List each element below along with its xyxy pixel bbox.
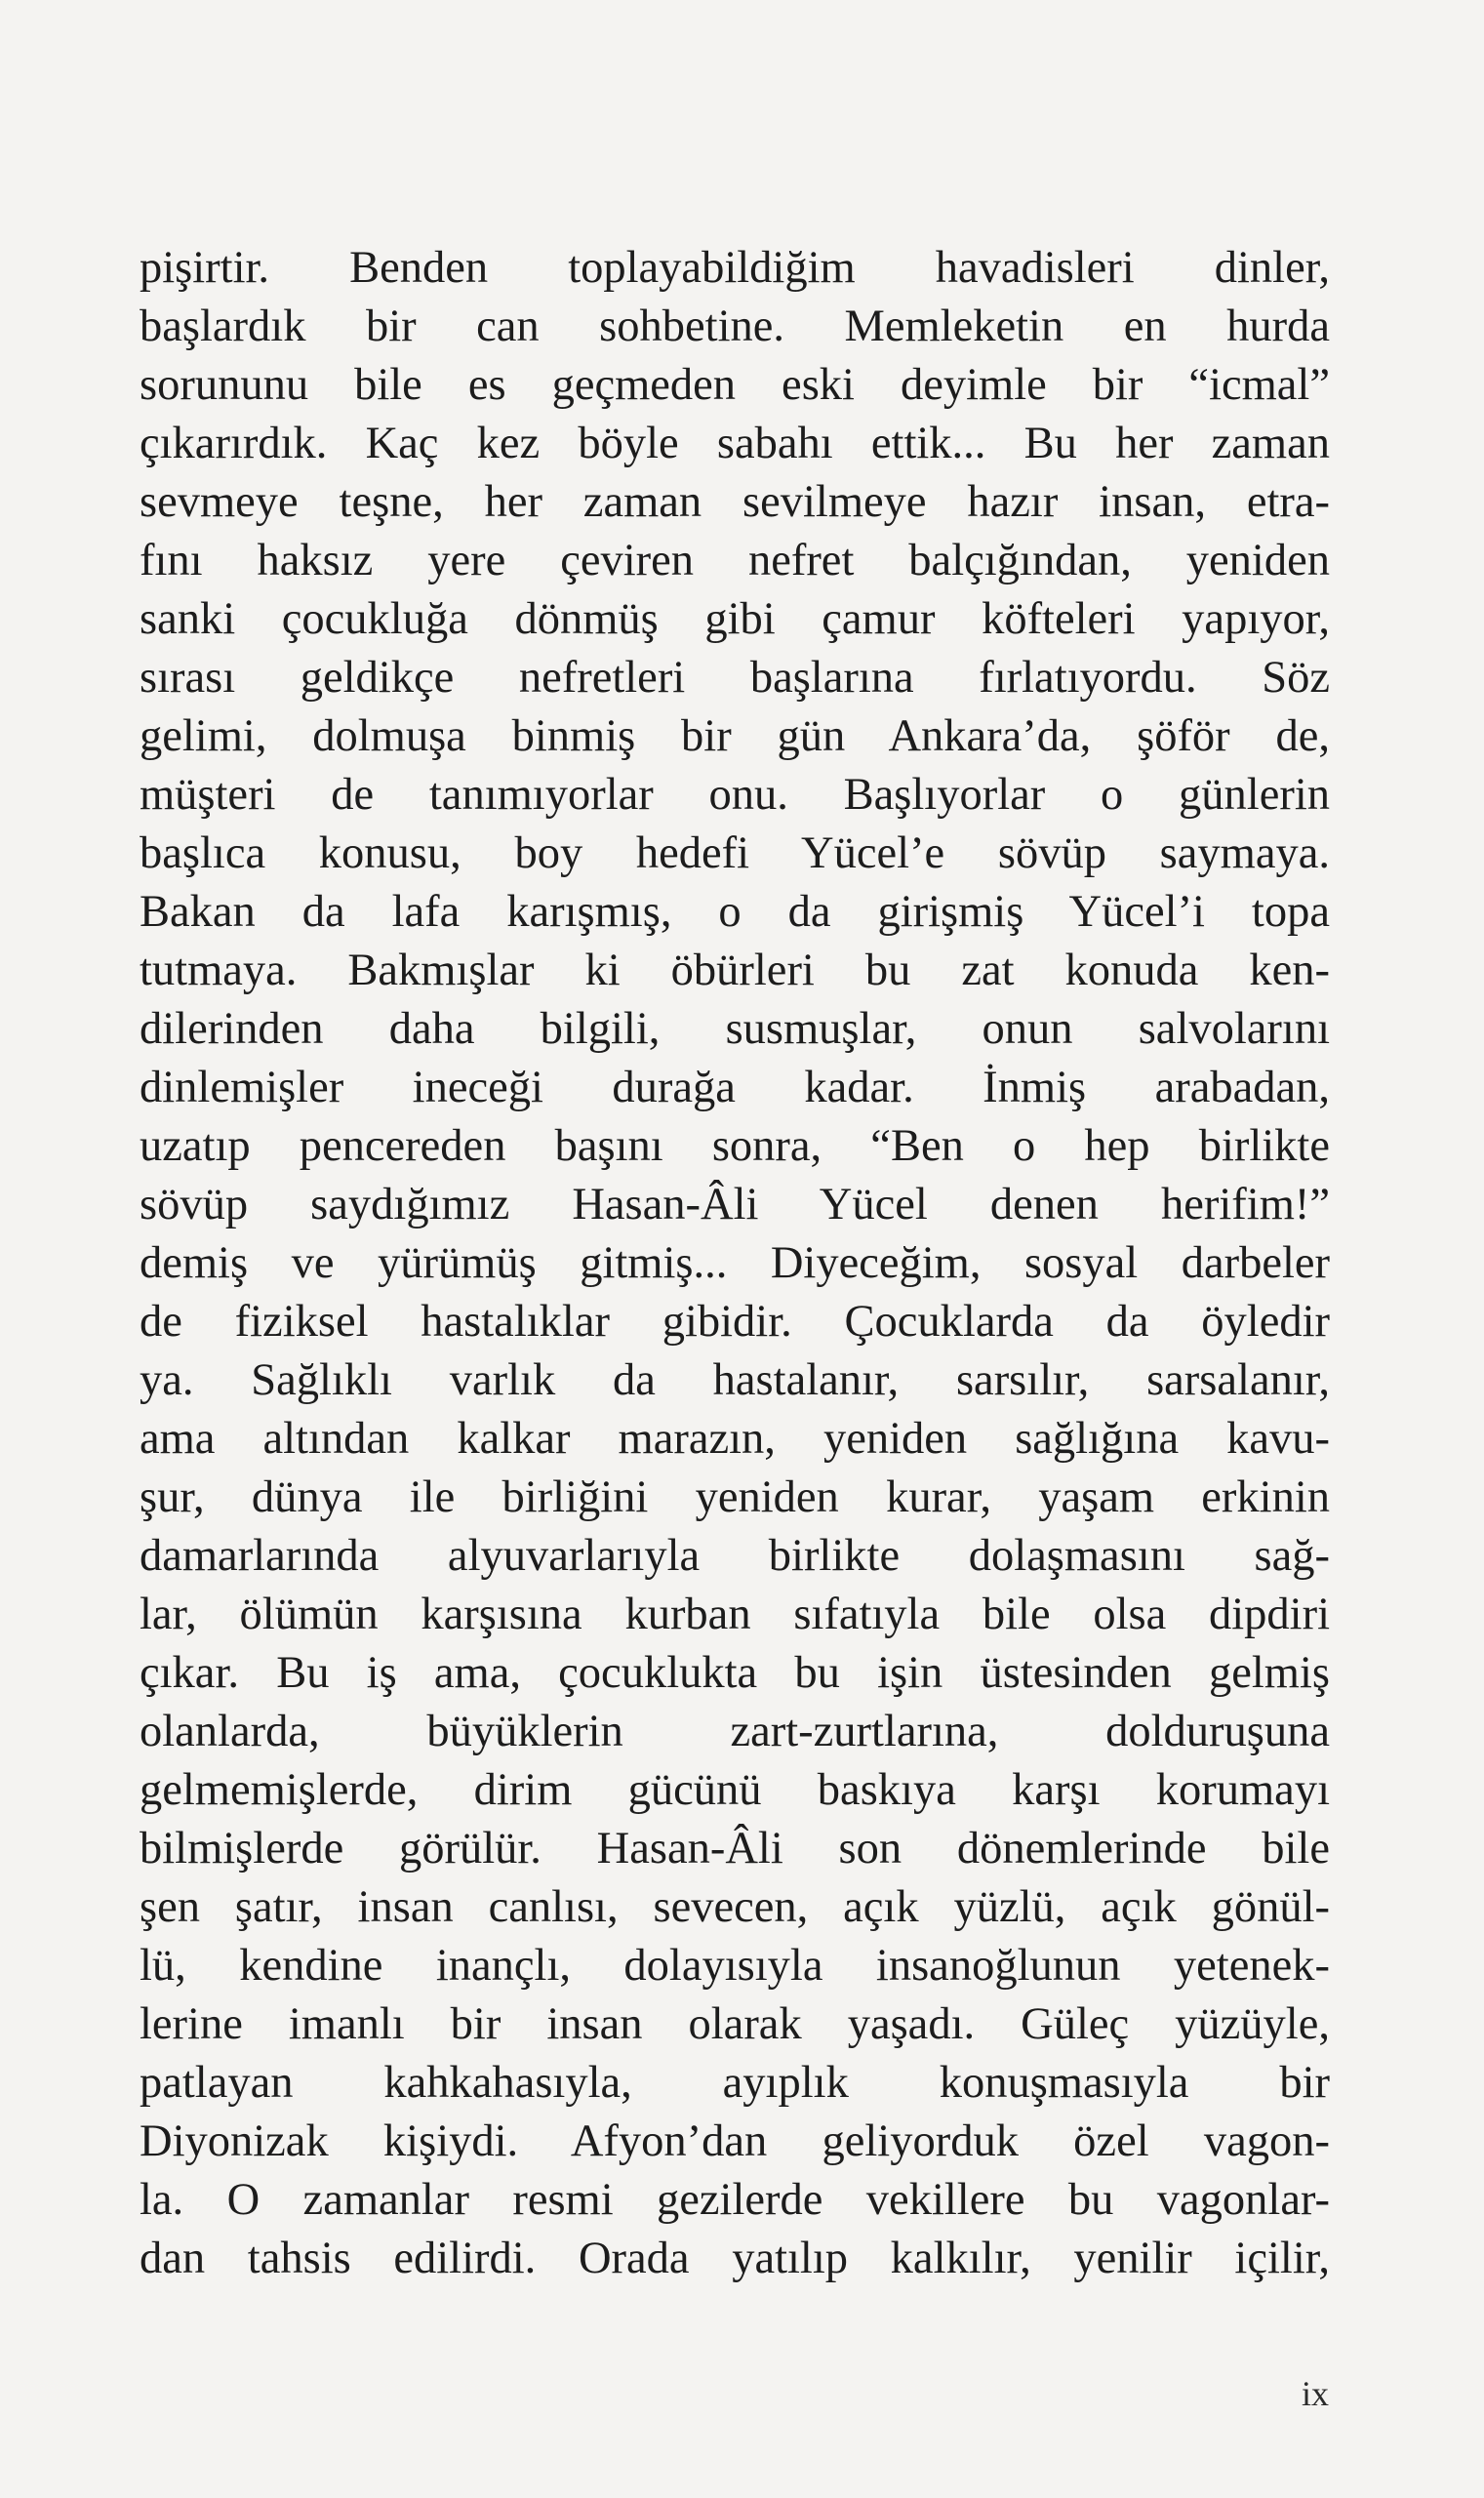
text-line: lü, kendine inançlı, dolayısıyla insanoğlunun yetenek- xyxy=(140,1941,1330,1991)
text-line: gelimi, dolmuşa binmiş bir gün Ankara’da, şöför de, xyxy=(140,711,1330,761)
text-line: başlıca konusu, boy hedefi Yücel’e sövüp saymaya. xyxy=(140,828,1330,878)
text-line: bilmişlerde görülür. Hasan-Âli son dönemlerinde bile xyxy=(140,1824,1330,1874)
text-line: damarlarında alyuvarlarıyla birlikte dolaşmasını sağ- xyxy=(140,1531,1330,1581)
text-line: demiş ve yürümüş gitmiş... Diyeceğim, sosyal darbeler xyxy=(140,1238,1330,1288)
text-line: başlardık bir can sohbetine. Memleketin en hurda xyxy=(140,302,1330,351)
page-number: ix xyxy=(1301,2374,1329,2413)
text-line: dinlemişler ineceği durağa kadar. İnmiş arabadan, xyxy=(140,1063,1330,1112)
text-line: ama altından kalkar marazın, yeniden sağlığına kavu- xyxy=(140,1414,1330,1464)
text-line: fını haksız yere çeviren nefret balçığından, yeniden xyxy=(140,536,1330,585)
text-line: sorununu bile es geçmeden eski deyimle bir “icmal” xyxy=(140,360,1330,410)
text-line: la. O zamanlar resmi gezilerde vekillere bu vagonlar- xyxy=(140,2175,1330,2225)
body-text xyxy=(140,239,1330,2288)
text-line: dilerinden daha bilgili, susmuşlar, onun salvolarını xyxy=(140,1004,1330,1054)
text-line: uzatıp pencereden başını sonra, “Ben o hep birlikte xyxy=(140,1121,1330,1171)
text-line: gelmemişlerde, dirim gücünü baskıya karşı korumayı xyxy=(140,1765,1330,1815)
text-line: sevmeye teşne, her zaman sevilmeye hazır insan, etra- xyxy=(140,477,1330,527)
text-line: pişirtir. Benden toplayabildiğim havadisleri dinler, xyxy=(140,243,1330,293)
text-line: sanki çocukluğa dönmüş gibi çamur köfteleri yapıyor, xyxy=(140,594,1330,644)
text-line: şur, dünya ile birliğini yeniden kurar, yaşam erkinin xyxy=(140,1472,1330,1522)
text-line: patlayan kahkahasıyla, ayıplık konuşmasıyla bir xyxy=(140,2058,1330,2108)
text-line: de fiziksel hastalıklar gibidir. Çocuklarda da öyledir xyxy=(140,1297,1330,1347)
text-line: lar, ölümün karşısına kurban sıfatıyla bile olsa dipdiri xyxy=(140,1590,1330,1639)
text-line: olanlarda, büyüklerin zart-zurtlarına, dolduruşuna xyxy=(140,1707,1330,1756)
text-line: müşteri de tanımıyorlar onu. Başlıyorlar o günlerin xyxy=(140,770,1330,820)
text-line: ya. Sağlıklı varlık da hastalanır, sarsılır, sarsalanır, xyxy=(140,1355,1330,1405)
text-line: çıkar. Bu iş ama, çocuklukta bu işin üstesinden gelmiş xyxy=(140,1648,1330,1698)
text-line: tutmaya. Bakmışlar ki öbürleri bu zat konuda ken- xyxy=(140,946,1330,995)
text-line: çıkarırdık. Kaç kez böyle sabahı ettik... Bu her zaman xyxy=(140,419,1330,468)
text-line: Bakan da lafa karışmış, o da girişmiş Yücel’i topa xyxy=(140,887,1330,937)
text-line: sırası geldikçe nefretleri başlarına fırlatıyordu. Söz xyxy=(140,653,1330,703)
text-line: dan tahsis edilirdi. Orada yatılıp kalkılır, yenilir içilir, xyxy=(140,2234,1330,2283)
text-line: Diyonizak kişiydi. Afyon’dan geliyorduk özel vagon- xyxy=(140,2116,1330,2166)
text-line: sövüp saydığımız Hasan-Âli Yücel denen herifim!” xyxy=(140,1180,1330,1229)
text-line: lerine imanlı bir insan olarak yaşadı. Güleç yüzüyle, xyxy=(140,1999,1330,2049)
text-line: şen şatır, insan canlısı, sevecen, açık yüzlü, açık gönül- xyxy=(140,1882,1330,1932)
